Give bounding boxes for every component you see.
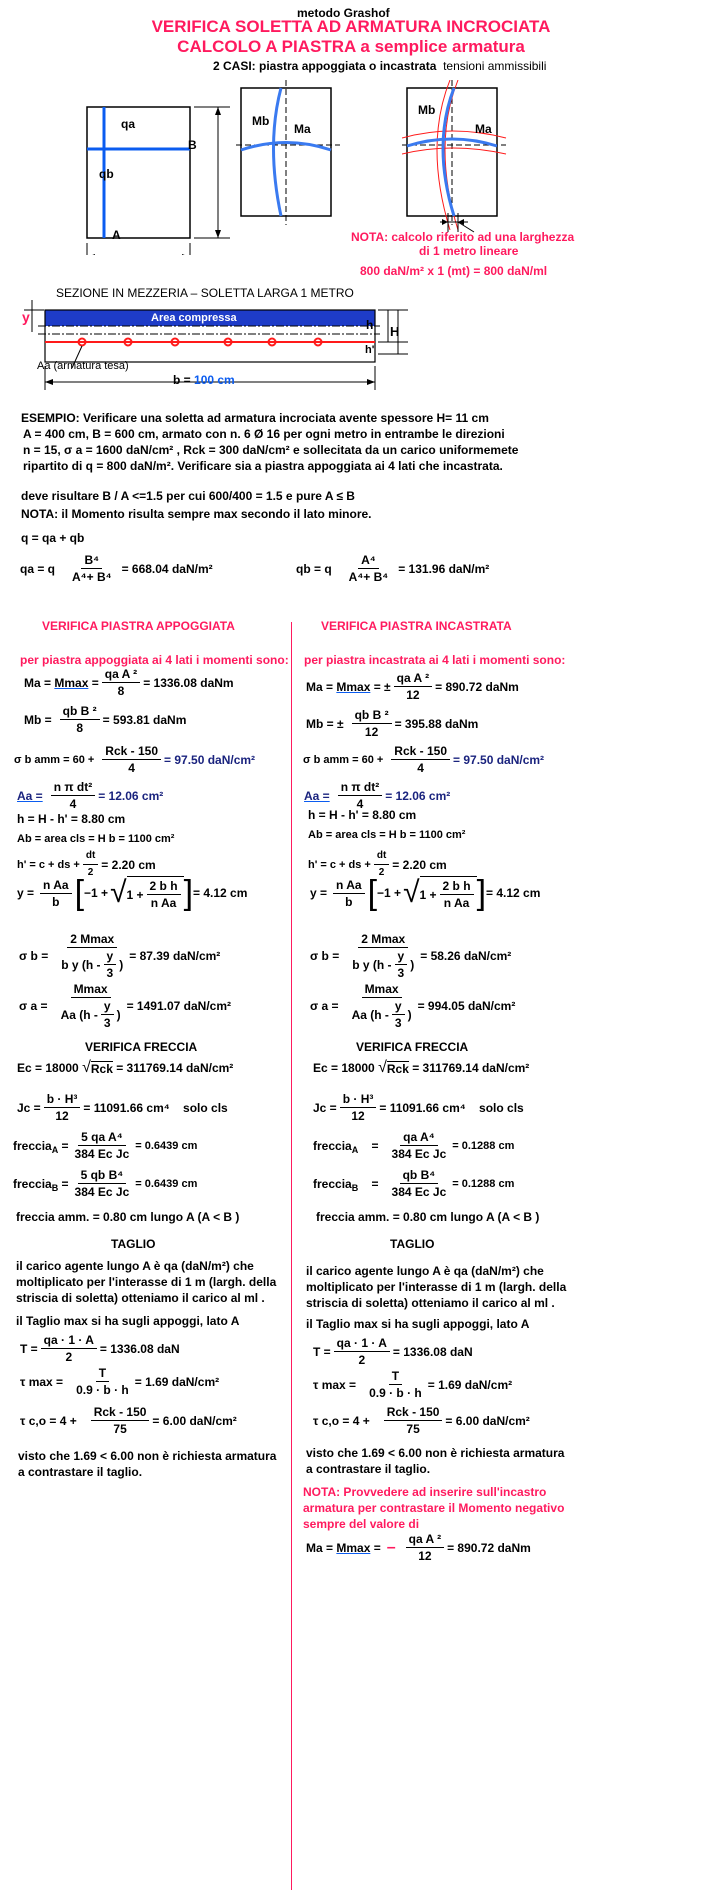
moment-diagram-supported — [236, 80, 346, 230]
qa-label: qa — [121, 117, 136, 131]
note-line-1: NOTA: calcolo riferito ad una larghezza — [351, 230, 575, 244]
left-taglio-line-3: striscia di soletta) otteniamo il carico al ml . — [16, 1291, 265, 1305]
Mb-label: Mb — [252, 114, 270, 128]
A-label: A — [112, 228, 121, 242]
right-taglio-title: TAGLIO — [390, 1237, 435, 1251]
left-freccia-title: VERIFICA FRECCIA — [85, 1040, 198, 1054]
right-negative-moment: Ma = Mmax = – $\frac{\text{qa A ²}}{12}$ = 890.72 daNm — [306, 1532, 531, 1563]
H-label: H — [390, 324, 400, 339]
Ma-label: Ma — [294, 122, 311, 136]
rebar-label: Aa (armatura tesa) — [37, 360, 129, 372]
left-h-value: h = H - h' = 8.80 cm — [17, 812, 126, 826]
left-T-formula: T = $\frac{qa \cdot 1 \cdot A}{2}$ = 1336.08 daN — [20, 1333, 180, 1364]
left-freccia-b: freccia $_B$ = $\frac{\text{5 qb B⁴}}{\text{384 Ec Jc}}$ = 0.6439 cm — [13, 1168, 198, 1199]
note-line-3: 800 daN/m² x 1 (mt) = 800 daN/ml — [360, 264, 548, 278]
page-title: VERIFICA SOLETTA AD ARMATURA INCROCIATA — [151, 17, 551, 36]
cases-line: 2 CASI: piastra appoggiata o incastrata tensioni ammissibili — [213, 59, 547, 73]
right-tau-co: τ c,o = 4 + $\frac{\text{Rck - 150}}{75}$ = 6.00 daN/cm² — [313, 1405, 530, 1436]
left-sigma-b-formula: σ b = 2 Mmax b y (h - $\frac{y}{3}$ ) = 87.39 daN/cm² — [19, 932, 221, 980]
right-mb-formula: Mb = ± $\frac{\text{qb B ²}}{12}$ = 395.88 daNm — [306, 708, 479, 739]
right-jc-formula: Jc = $\frac{\text{b · H³}}{12}$ = 11091.66 cm⁴ solo cls — [313, 1092, 524, 1123]
left-title: VERIFICA PIASTRA APPOGGIATA — [42, 619, 235, 633]
right-hprime-formula: h' = c + ds + $\frac{dt}{2}$ = 2.20 cm — [308, 850, 447, 878]
right-sigma-a-formula: σ a = Mmax Aa (h - $\frac{y}{3}$ ) = 994.05 daN/cm² — [310, 982, 516, 1030]
left-aa-formula: Aa = $\frac{\text{n π dt²}}{4}$ = 12.06 cm² — [17, 780, 164, 811]
qa-formula: qa = q $\frac{\text{B⁴}}{\text{A⁴+ B⁴}}$ = 668.04 daN/m² — [20, 553, 213, 584]
note-line-2: di 1 metro lineare — [419, 244, 519, 258]
left-tau-max: τ max = $\frac{T}{0.9 \cdot b \cdot h}$ = 1.69 daN/cm² — [20, 1366, 220, 1397]
width-label: b = 100 cm — [173, 373, 235, 387]
right-note-1: NOTA: Provvedere ad inserire sull'incastro — [303, 1485, 547, 1499]
right-subtitle: per piastra incastrata ai 4 lati i momenti sono: — [304, 653, 566, 667]
left-y-formula: y = $\frac{\text{n Aa}}{b}$ [ −1 + √ 1 + $\frac{\text{2 b h}}{\text{n Aa}}$ ] = 4.12 cm — [17, 874, 248, 912]
left-ma-formula: Ma = Mmax = $\frac{\text{qa A ²}}{8}$ = 1336.08 daNm — [24, 667, 234, 698]
example-line-3: n = 15, σ a = 1600 daN/cm² , Rck = 300 daN/cm² e sollecitata da un carico uniformemete — [23, 443, 519, 457]
qb-label: qb — [99, 167, 114, 181]
right-ec-formula: Ec = 18000 √ Rck = 311769.14 daN/cm² — [313, 1059, 530, 1076]
right-ab-value: Ab = area cls = H b = 1100 cm² — [308, 829, 466, 841]
qb-formula: qb = q $\frac{\text{A⁴}}{\text{A⁴+ B⁴}}$ = 131.96 daN/m² — [296, 553, 490, 584]
left-taglio-line-4: il Taglio max si ha sugli appoggi, lato A — [16, 1314, 240, 1328]
left-conclusion-1: visto che 1.69 < 6.00 non è richiesta armatura — [18, 1449, 277, 1463]
right-y-formula: y = $\frac{\text{n Aa}}{b}$ [ −1 + √ 1 + $\frac{\text{2 b h}}{\text{n Aa}}$ ] = 4.12 cm — [310, 874, 541, 912]
condition-line: deve risultare B / A <=1.5 per cui 600/400 = 1.5 e pure A ≤ B — [21, 489, 355, 503]
hprime-label: h' — [365, 344, 375, 356]
left-subtitle: per piastra appoggiata ai 4 lati i momenti sono: — [20, 653, 289, 667]
section-title: SEZIONE IN MEZZERIA – SOLETTA LARGA 1 METRO — [56, 286, 354, 300]
right-aa-formula: Aa = $\frac{\text{n π dt²}}{4}$ = 12.06 cm² — [304, 780, 451, 811]
left-freccia-a: freccia $_A$ = $\frac{\text{5 qa A⁴}}{\text{384 Ec Jc}}$ = 0.6439 cm — [13, 1130, 198, 1161]
y-label: y — [22, 309, 30, 325]
right-sigma-b-amm: σ b amm = 60 + $\frac{\text{Rck - 150}}{4}$ = 97.50 daN/cm² — [303, 744, 545, 775]
left-mb-formula: Mb = $\frac{\text{qb B ²}}{8}$ = 593.81 daNm — [24, 704, 187, 735]
right-title: VERIFICA PIASTRA INCASTRATA — [321, 619, 512, 633]
B-label: B — [188, 138, 197, 152]
right-note-2: armatura per contrastare il Momento negativo — [303, 1501, 565, 1515]
moment-note: NOTA: il Momento risulta sempre max secondo il lato minore. — [21, 507, 372, 521]
right-freccia-title: VERIFICA FRECCIA — [356, 1040, 469, 1054]
right-ma-formula: Ma = Mmax = ± $\frac{\text{qa A ²}}{12}$ = 890.72 daNm — [306, 671, 519, 702]
left-taglio-line-1: il carico agente lungo A è qa (daN/m²) che — [16, 1259, 254, 1273]
left-ab-value: Ab = area cls = H b = 1100 cm² — [17, 833, 175, 845]
right-conclusion-2: a contrastare il taglio. — [306, 1462, 431, 1476]
right-note-3: sempre del valore di — [303, 1517, 420, 1531]
method-label: metodo Grashof — [297, 6, 390, 20]
right-tau-max: τ max = $\frac{T}{0.9 \cdot b \cdot h}$ = 1.69 daN/cm² — [313, 1369, 513, 1400]
Ma-fixed-label: Ma — [475, 122, 492, 136]
left-tau-co: τ c,o = 4 + $\frac{\text{Rck - 150}}{75}$ = 6.00 daN/cm² — [20, 1405, 237, 1436]
Mb-fixed-label: Mb — [418, 103, 436, 117]
right-conclusion-1: visto che 1.69 < 6.00 non è richiesta armatura — [306, 1446, 565, 1460]
left-jc-formula: Jc = $\frac{\text{b · H³}}{12}$ = 11091.66 cm⁴ solo cls — [17, 1092, 228, 1123]
right-taglio-line-1: il carico agente lungo A è qa (daN/m²) che — [306, 1264, 544, 1278]
right-h-value: h = H - h' = 8.80 cm — [308, 808, 417, 822]
left-taglio-line-2: moltiplicato per l'interasse di 1 m (largh. della — [16, 1275, 277, 1289]
right-freccia-amm: freccia amm. = 0.80 cm lungo A (A < B ) — [316, 1210, 540, 1224]
left-sigma-a-formula: σ a = Mmax Aa (h - $\frac{y}{3}$ ) = 1491.07 daN/cm² — [19, 982, 231, 1030]
column-divider — [291, 622, 292, 1890]
h-label: h — [366, 318, 374, 332]
left-sigma-b-amm: σ b amm = 60 + $\frac{\text{Rck - 150}}{4}$ = 97.50 daN/cm² — [14, 744, 256, 775]
left-ec-formula: Ec = 18000 √ Rck = 311769.14 daN/cm² — [17, 1059, 234, 1076]
right-taglio-line-3: striscia di soletta) otteniamo il carico al ml . — [306, 1296, 555, 1310]
left-conclusion-2: a contrastare il taglio. — [18, 1465, 143, 1479]
right-T-formula: T = $\frac{qa \cdot 1 \cdot A}{2}$ = 1336.08 daN — [313, 1336, 473, 1367]
left-hprime-formula: h' = c + ds + $\frac{dt}{2}$ = 2.20 cm — [17, 850, 156, 878]
right-freccia-b: freccia $_B$ = $\frac{\text{qb B⁴}}{\text{384 Ec Jc}}$ = 0.1288 cm — [313, 1168, 515, 1199]
load-sum: q = qa + qb — [21, 531, 85, 545]
left-taglio-title: TAGLIO — [111, 1237, 156, 1251]
example-line-1: ESEMPIO: Verificare una soletta ad armatura incrociata avente spessore H= 11 cm — [21, 411, 489, 425]
page-subtitle: CALCOLO A PIASTRA a semplice armatura — [177, 37, 525, 56]
right-taglio-line-4: il Taglio max si ha sugli appoggi, lato A — [306, 1317, 530, 1331]
right-freccia-a: freccia $_A$ = $\frac{\text{qa A⁴}}{\text{384 Ec Jc}}$ = 0.1288 cm — [313, 1130, 515, 1161]
example-line-2: A = 400 cm, B = 600 cm, armato con n. 6 Ø 16 per ogni metro in entrambe le direzioni — [23, 427, 505, 441]
right-sigma-b-formula: σ b = 2 Mmax b y (h - $\frac{y}{3}$ ) = 58.26 daN/cm² — [310, 932, 512, 980]
example-line-4: ripartito di q = 800 daN/m². Verificare sia a piastra appoggiata ai 4 lati che incastrata. — [23, 459, 503, 473]
right-taglio-line-2: moltiplicato per l'interasse di 1 m (largh. della — [306, 1280, 567, 1294]
compressed-area-label: Area compressa — [151, 312, 237, 324]
left-freccia-amm: freccia amm. = 0.80 cm lungo A (A < B ) — [16, 1210, 240, 1224]
